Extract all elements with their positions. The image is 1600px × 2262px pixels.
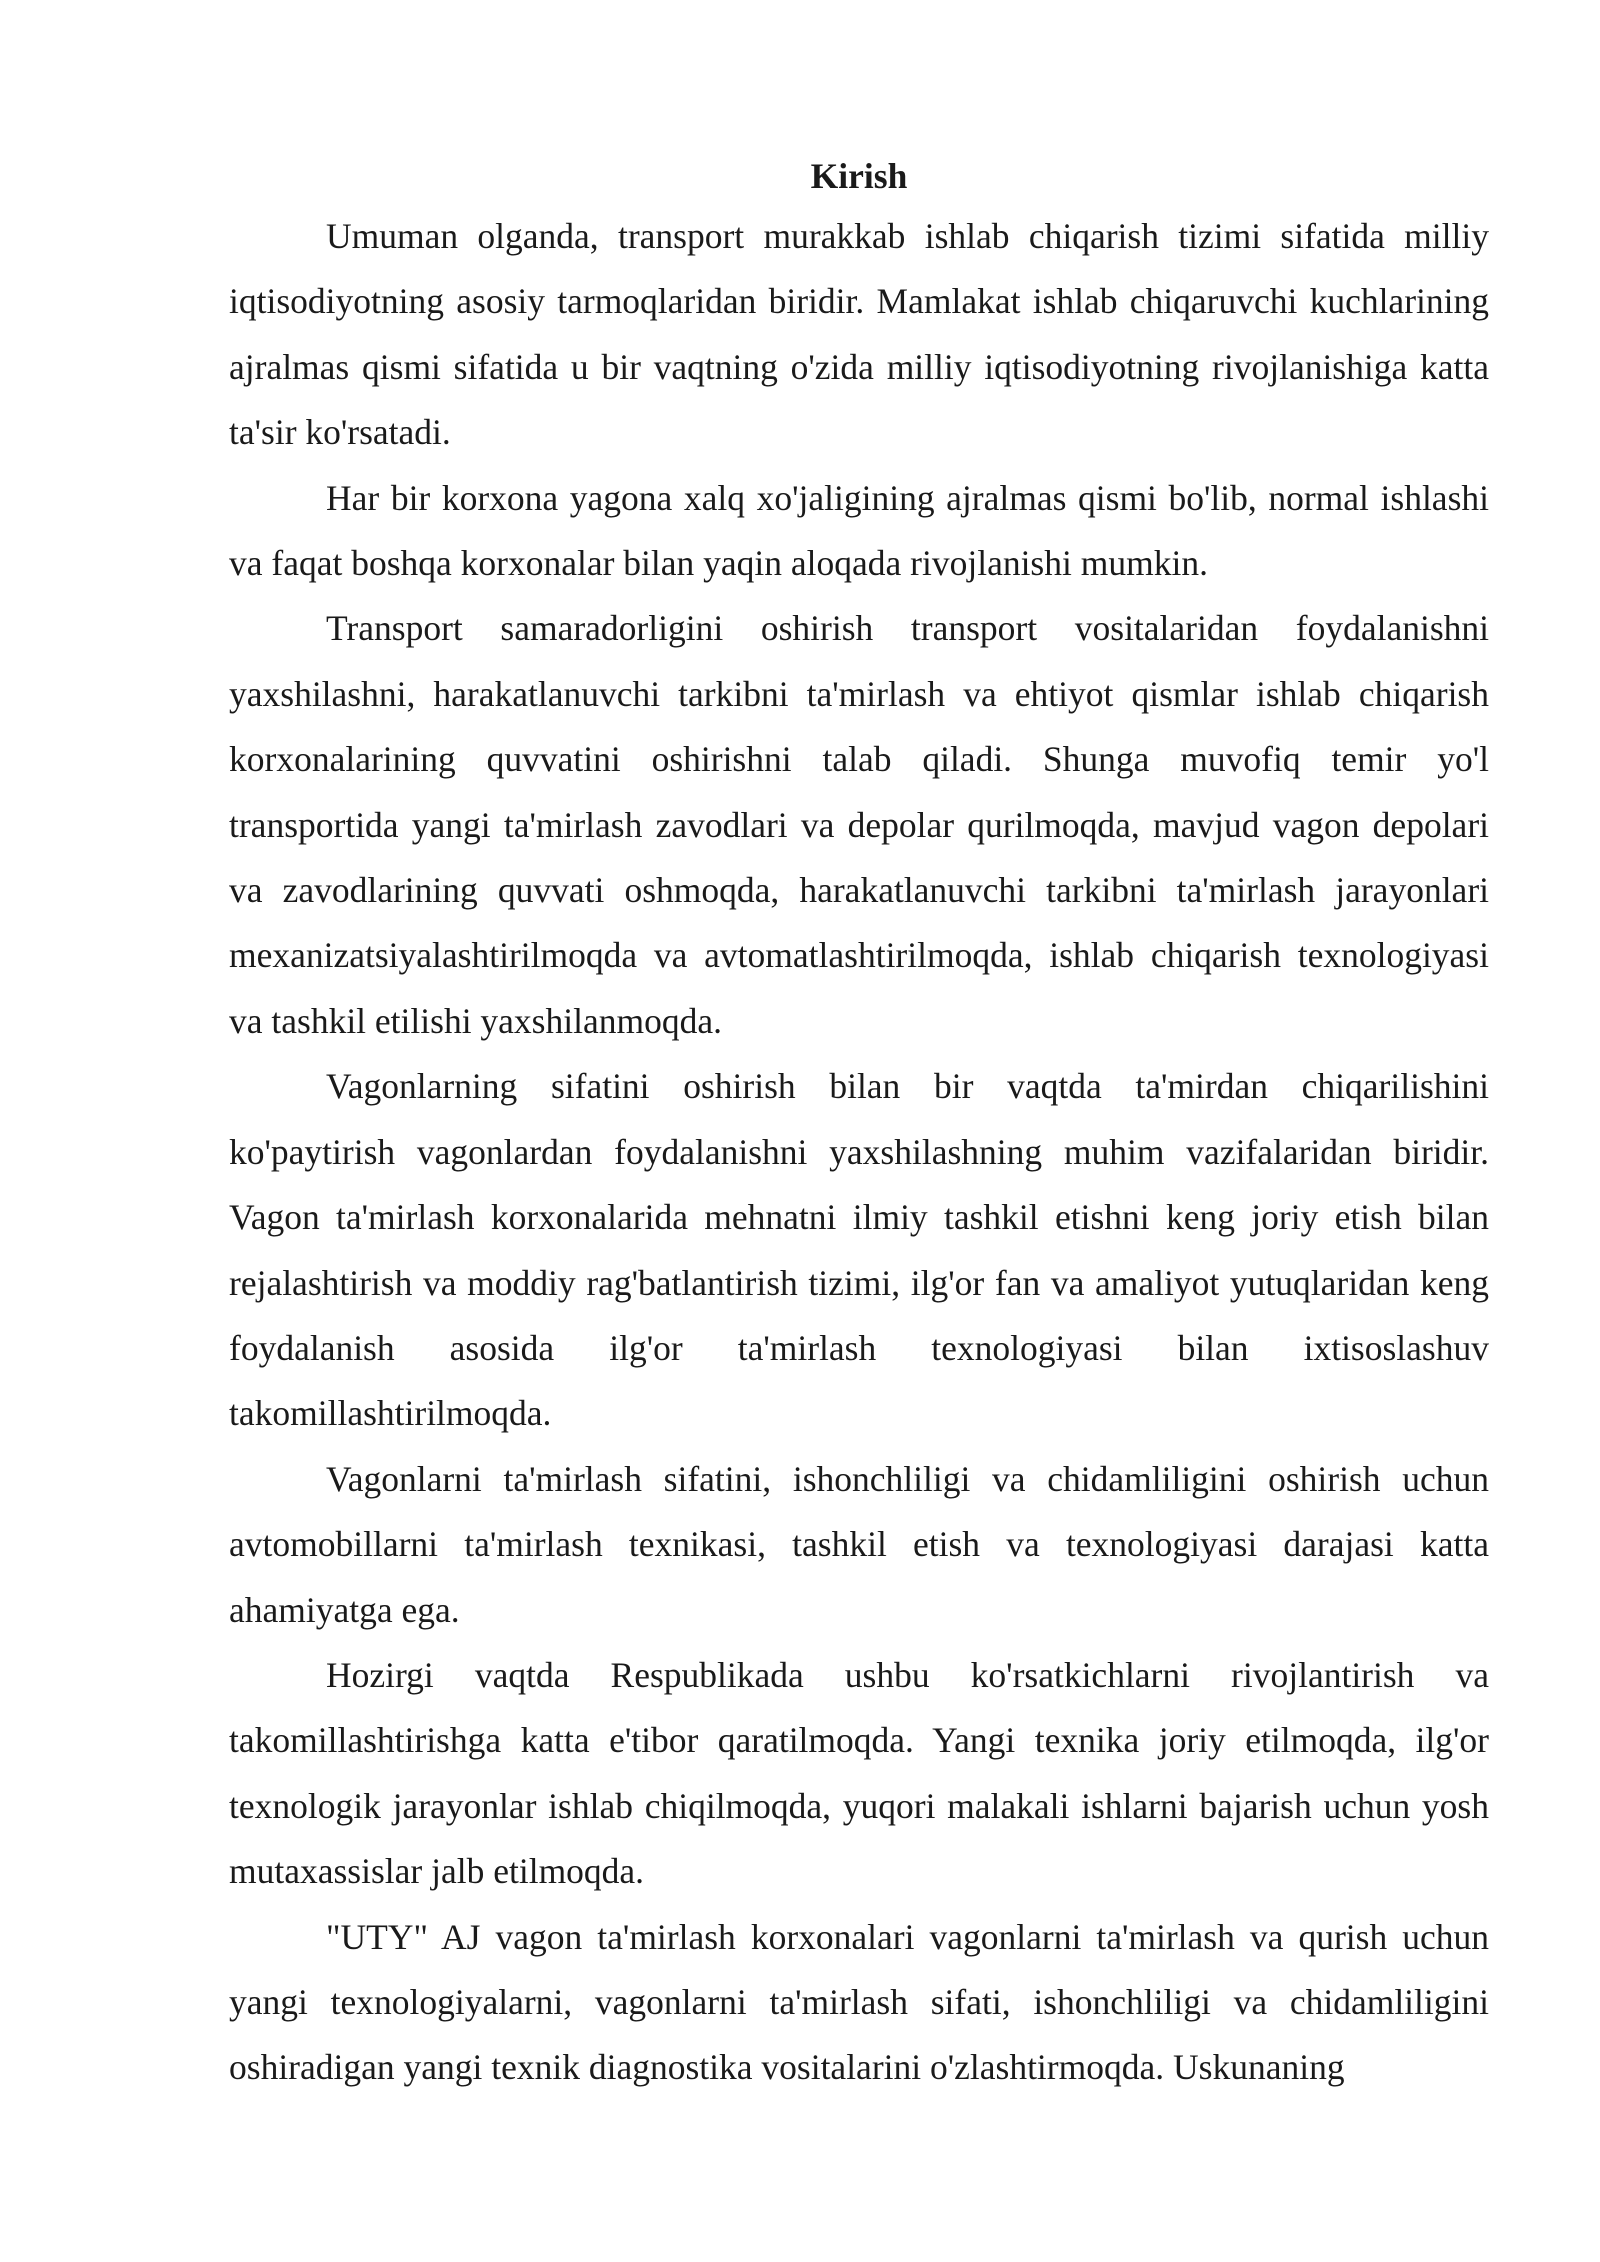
paragraph-6: Hozirgi vaqtda Respublikada ushbu ko'rsatkichlarni rivojlantirish va takomillashtirishga katta e'tibor qaratilmoqda. Yangi texnika joriy etilmoqda, ilg'or texnologik jarayonlar ishlab chiqilmoqda, yuqori malakali ishlarni bajarish uchun yosh mutaxassislar jalb etilmoqda. [229,1654,1489,1892]
paragraph-1: Umuman olganda, transport murakkab ishlab chiqarish tizimi sifatida milliy iqtisodiyotning asosiy tarmoqlaridan biridir. Mamlakat ishlab chiqaruvchi kuchlarining ajralmas qismi sifatida u bir vaqtning o'zida milliy iqtisodiyotning rivojlanishiga katta ta'sir ko'rsatadi. [229,216,1489,453]
page-title: Kirish [810,156,908,196]
paragraph-3: Transport samaradorligini oshirish transport vositalaridan foydalanishni yaxshilashni, harakatlanuvchi tarkibni ta'mirlash va ehtiyot qismlar ishlab chiqarish korxonalarining quvvatini oshirishni talab qiladi. Shunga muvofiq temir yo'l transportida yangi ta'mirlash zavodlari va depolar qurilmoqda, mavjud vagon depolari va zavodlarining quvvati oshmoqda, harakatlanuvchi tarkibni ta'mirlash jarayonlari mexanizatsiyalashtirilmoqda va avtomatlashtirilmoqda, ishlab chiqarish texnologiyasi va tashkil etilishi yaxshilanmoqda. [229,608,1489,1041]
paragraph-7: "UTY" AJ vagon ta'mirlash korxonalari vagonlarni ta'mirlash va qurish uchun yangi texnologiyalarni, vagonlarni ta'mirlash sifati, ishonchliligi va chidamliligini oshiradigan yangi texnik diagnostika vositalarini o'zlashtirmoqda. Uskunaning [229,1916,1489,2088]
paragraph-4: Vagonlarning sifatini oshirish bilan bir vaqtda ta'mirdan chiqarilishini ko'paytirish vagonlardan foydalanishni yaxshilashning muhim vazifalaridan biridir. Vagon ta'mirlash korxonalarida mehnatni ilmiy tashkil etishni keng joriy etish bilan rejalashtirish va moddiy rag'batlantirish tizimi, ilg'or fan va amaliyot yutuqlaridan keng foydalanish asosida ilg'or ta'mirlash texnologiyasi bilan ixtisoslashuv takomillashtirilmoqda. [229,1066,1489,1434]
paragraph-2: Har bir korxona yagona xalq xo'jaligining ajralmas qismi bo'lib, normal ishlashi va faqat boshqa korxonalar bilan yaqin aloqada rivojlanishi mumkin. [229,477,1489,584]
document-body [229,148,1489,2101]
paragraph-5: Vagonlarni ta'mirlash sifatini, ishonchliligi va chidamliligini oshirish uchun avtomobillarni ta'mirlash texnikasi, tashkil etish va texnologiyasi darajasi katta ahamiyatga ega. [229,1458,1489,1630]
